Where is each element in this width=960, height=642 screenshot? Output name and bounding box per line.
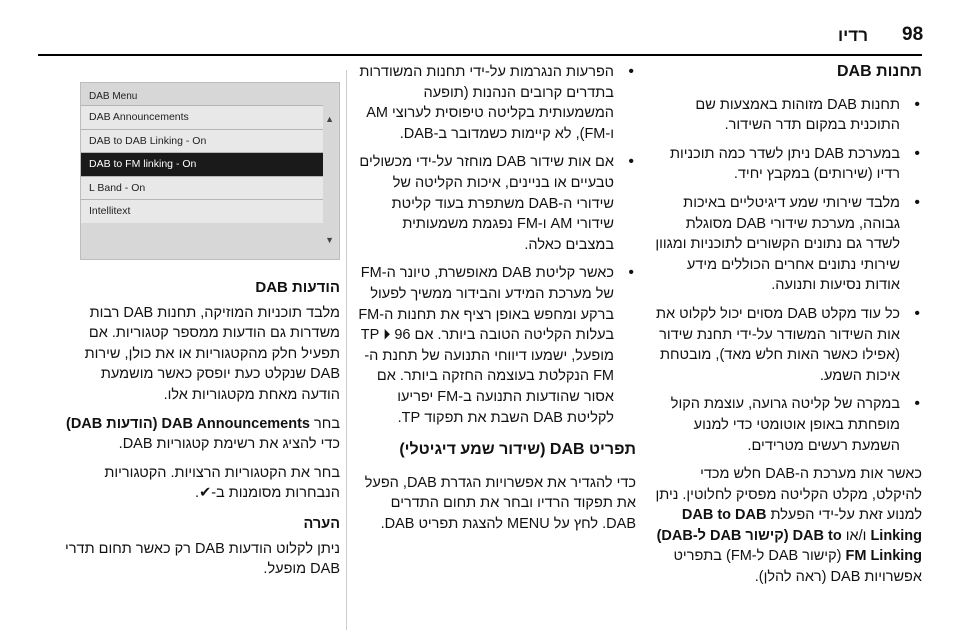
note-title: הערה bbox=[303, 515, 340, 532]
categories-paragraph: בחר את הקטגוריות הרצויות. הקטגוריות הנבחרות מסומנות ב-✔. bbox=[104, 464, 340, 502]
dab-stations-list bbox=[652, 95, 922, 457]
list-item: • תחנות DAB מזוהות באמצעות שם התוכנית במקום תדר השידור. bbox=[652, 95, 900, 136]
note-text: ניתן לקלוט הודעות DAB רק כאשר תחום תדרי DAB מופעל. bbox=[65, 540, 340, 578]
dab-to-fm-linking-a: DAB to bbox=[792, 527, 842, 544]
column-right bbox=[652, 62, 922, 596]
scroll-down-icon[interactable]: ▼ bbox=[325, 235, 334, 246]
announcements-paragraph: מלבד תוכניות המוזיקה, תחנות DAB רבות משדרות גם הודעות ממספר קטגוריות. אם תפעיל חלק מהקטגוריות או את כולן, שירות DAB שנקלט כעת יופסק כאשר מושמעת הודעה מאחת מקטגוריות אלו. bbox=[84, 304, 340, 403]
section-title-dab-announcements: הודעות DAB bbox=[255, 279, 340, 296]
list-item: • מלבד שירותי שמע דיגיטליים באיכות גבוהה, מערכת שידורי DAB מסוגלת לשדר גם נתונים הקשורים לתוכניות ומגוון שירותי נתונים אחרים הכוללים מידע אודות נסיעות ותנועה. bbox=[652, 193, 900, 296]
announcements-select-paragraph: בחר DAB Announcements (הודעות DAB) כדי להציג את רשימת קטגוריות DAB. bbox=[65, 415, 340, 453]
list-item: • אם אות שידור DAB מוחזר על-ידי מכשולים טבעיים או בניינים, איכות הקליטה של שידורי ה-DAB משתפרת בעוד קליטת שידורי AM ו-FM נפגמת משמעותית במצבים כאלה. bbox=[358, 152, 614, 255]
dab-advantages-list bbox=[358, 62, 636, 428]
menu-item-intellitext[interactable]: Intellitext bbox=[81, 199, 323, 223]
list-item: • הפרעות הנגרמות על-ידי תחנות המשודרות בתדרים קרובים הנהנות (תופעה המשמעותית בקליטה טיפוסית לערוצי AM ו-FM), לא קיימות כשמדובר ב-DAB. bbox=[358, 62, 614, 144]
header-rule bbox=[38, 54, 922, 56]
scroll-up-icon[interactable]: ▲ bbox=[325, 114, 334, 124]
menu-item-dab-to-dab-linking[interactable]: DAB to DAB Linking - On bbox=[81, 129, 323, 153]
list-item: • במקרה של קליטה גרועה, עוצמת הקול מופחתת באופן אוטומטי כדי למנוע השמעת רעשים מטרידים. bbox=[652, 394, 900, 456]
section-title-dab-stations: תחנות DAB bbox=[836, 63, 922, 80]
list-item: • במערכת DAB ניתן לשדר כמה תוכניות רדיו (שירותים) במקבץ יחיד. bbox=[652, 144, 900, 185]
menu-item-dab-to-fm-linking[interactable]: DAB to FM linking - On bbox=[81, 152, 323, 176]
list-item: • כל עוד מקלט DAB מסוים יכול לקלוט את אות השידור המשודר על-ידי תחנת שידור (אפילו כאשר האות חלש מאד), מובטחת איכות השמע. bbox=[652, 304, 900, 386]
dab-menu-paragraph: כדי להגדיר את אפשרויות הגדרת DAB, הפעל את תפקוד הרדיו ובחר את תחום התדרים DAB. לחץ על MENU להצגת תפריט DAB. bbox=[364, 474, 636, 532]
section-title-dab-menu: תפריט DAB (שידור שמע דיגיטלי) bbox=[399, 441, 636, 459]
linking-paragraph: כאשר אות מערכת ה-DAB חלש מכדי להיקלט, מקלט הקליטה מפסיק לחלוטין. ניתן למנוע זאת על-ידי הפעלת DAB to DAB Linking ו/או DAB to (קישור DAB ל-DAB) FM Linking (קישור DAB ל-FM) בתפריט אפשרויות DAB (ראה להלן). bbox=[655, 466, 922, 586]
menu-item-l-band[interactable]: L Band - On bbox=[81, 176, 323, 200]
menu-item-dab-announcements[interactable]: DAB Announcements bbox=[81, 105, 323, 129]
header-title: רדיו bbox=[838, 26, 868, 45]
dab-to-dab-linking: DAB to DAB Linking bbox=[681, 507, 922, 544]
column-left bbox=[60, 82, 340, 588]
dab-menu-screen bbox=[80, 82, 340, 260]
column-middle bbox=[358, 62, 636, 542]
column-divider bbox=[346, 70, 347, 630]
dab-menu-title: DAB Menu bbox=[89, 91, 138, 102]
list-item: • כאשר קליטת DAB מאופשרת, טיונר ה-FM של מערכת המידע והבידור ממשיך לפעול ברקע ומחפש באופן רציף את תחנות ה-FM בעלות הקליטה הטובה ביותר. אם TP ⏵ 96 מופעל, ישמעו דיווחי התנועה של תחנת ה-FM הנקלטת בעוצמה החזקה ביותר. אם אסור שהודעות התנועה ב-FM יפריעו לקליטת DAB השבת את תפקוד TP. bbox=[358, 263, 614, 428]
page-header bbox=[0, 0, 960, 52]
dab-to-fm-linking-b: FM Linking bbox=[845, 548, 922, 565]
page-number: 98 bbox=[902, 24, 924, 45]
